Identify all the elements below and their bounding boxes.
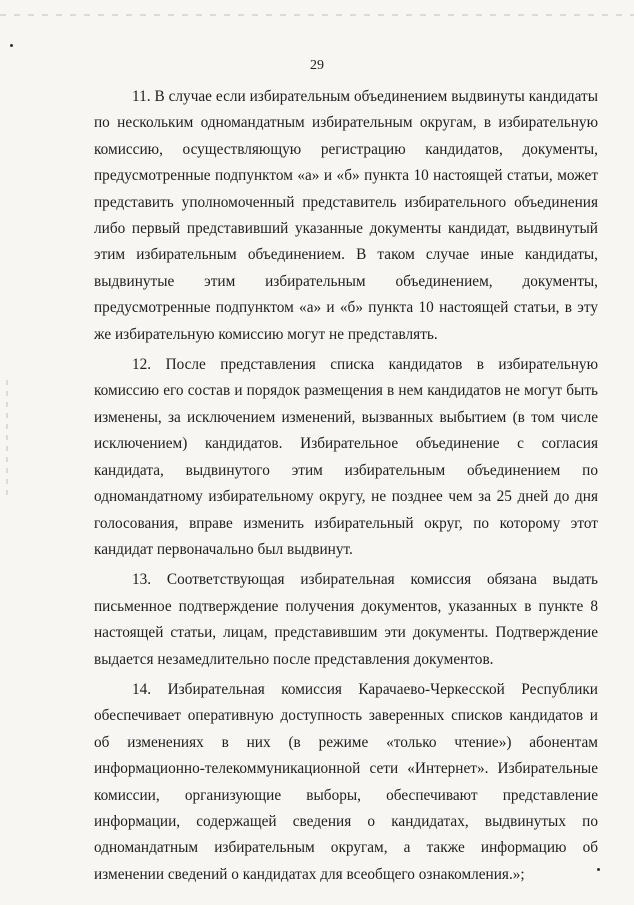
paragraph-11: 11. В случае если избирательным объединением выдвинуты кандидаты по нескольким одномандатным избирательным округам, в избирательную комиссию, осуществляющую регистрацию кандидатов, документы, предусмотренные подпунктом «а» и «б» пункта 10 настоящей статьи, может представить уполномоченный представитель избирательного объединения либо первый представивший указанные документы кандидат, выдвинутый этим избирательным объединением. В таком случае иные кандидаты, выдвинутые этим избирательным объединением, документы, предусмотренные подпунктом «а» и «б» пункта 10 настоящей статьи, в эту же избирательную комиссию могут не представлять. (94, 88, 598, 343)
scan-edge-top (0, 14, 634, 16)
paragraph-12: 12. После представления списка кандидатов в избирательную комиссию его состав и порядок размещения в нем кандидатов не могут быть изменены, за исключением изменений, вызванных выбытием (в том числе исключением) кандидатов. Избирательное объединение с согласия кандидата, выдвинутого этим избирательным объединением по одномандатному избирательному округу, не позднее чем за 25 дней до дня голосования, вправе изменить избирательный округ, по которому этот кандидат первоначально был выдвинут. (94, 356, 598, 558)
document-body (94, 84, 598, 892)
scan-speck (10, 44, 13, 47)
paragraph-13: 13. Соответствующая избирательная комиссия обязана выдать письменное подтверждение получения документов, указанных в пункте 8 настоящей статьи, лицам, представившим эти документы. Подтверждение выдается незамедлительно после представления документов. (94, 571, 598, 668)
paragraph-14: 14. Избирательная комиссия Карачаево-Черкесской Республики обеспечивает оперативную доступность заверенных списков кандидатов и об изменениях в них (в режиме «только чтение») абонентам информационно-телекоммуникационной сети «Интернет». Избирательные комиссии, организующие выборы, обеспечивают представление информации, содержащей сведения о кандидатах, выдвинутых по одномандатным избирательным округам, а также информацию об изменении сведений о кандидатах для всеобщего ознакомления.»; (94, 680, 598, 883)
scan-edge-left (6, 380, 8, 500)
page-number: 29 (310, 58, 324, 73)
